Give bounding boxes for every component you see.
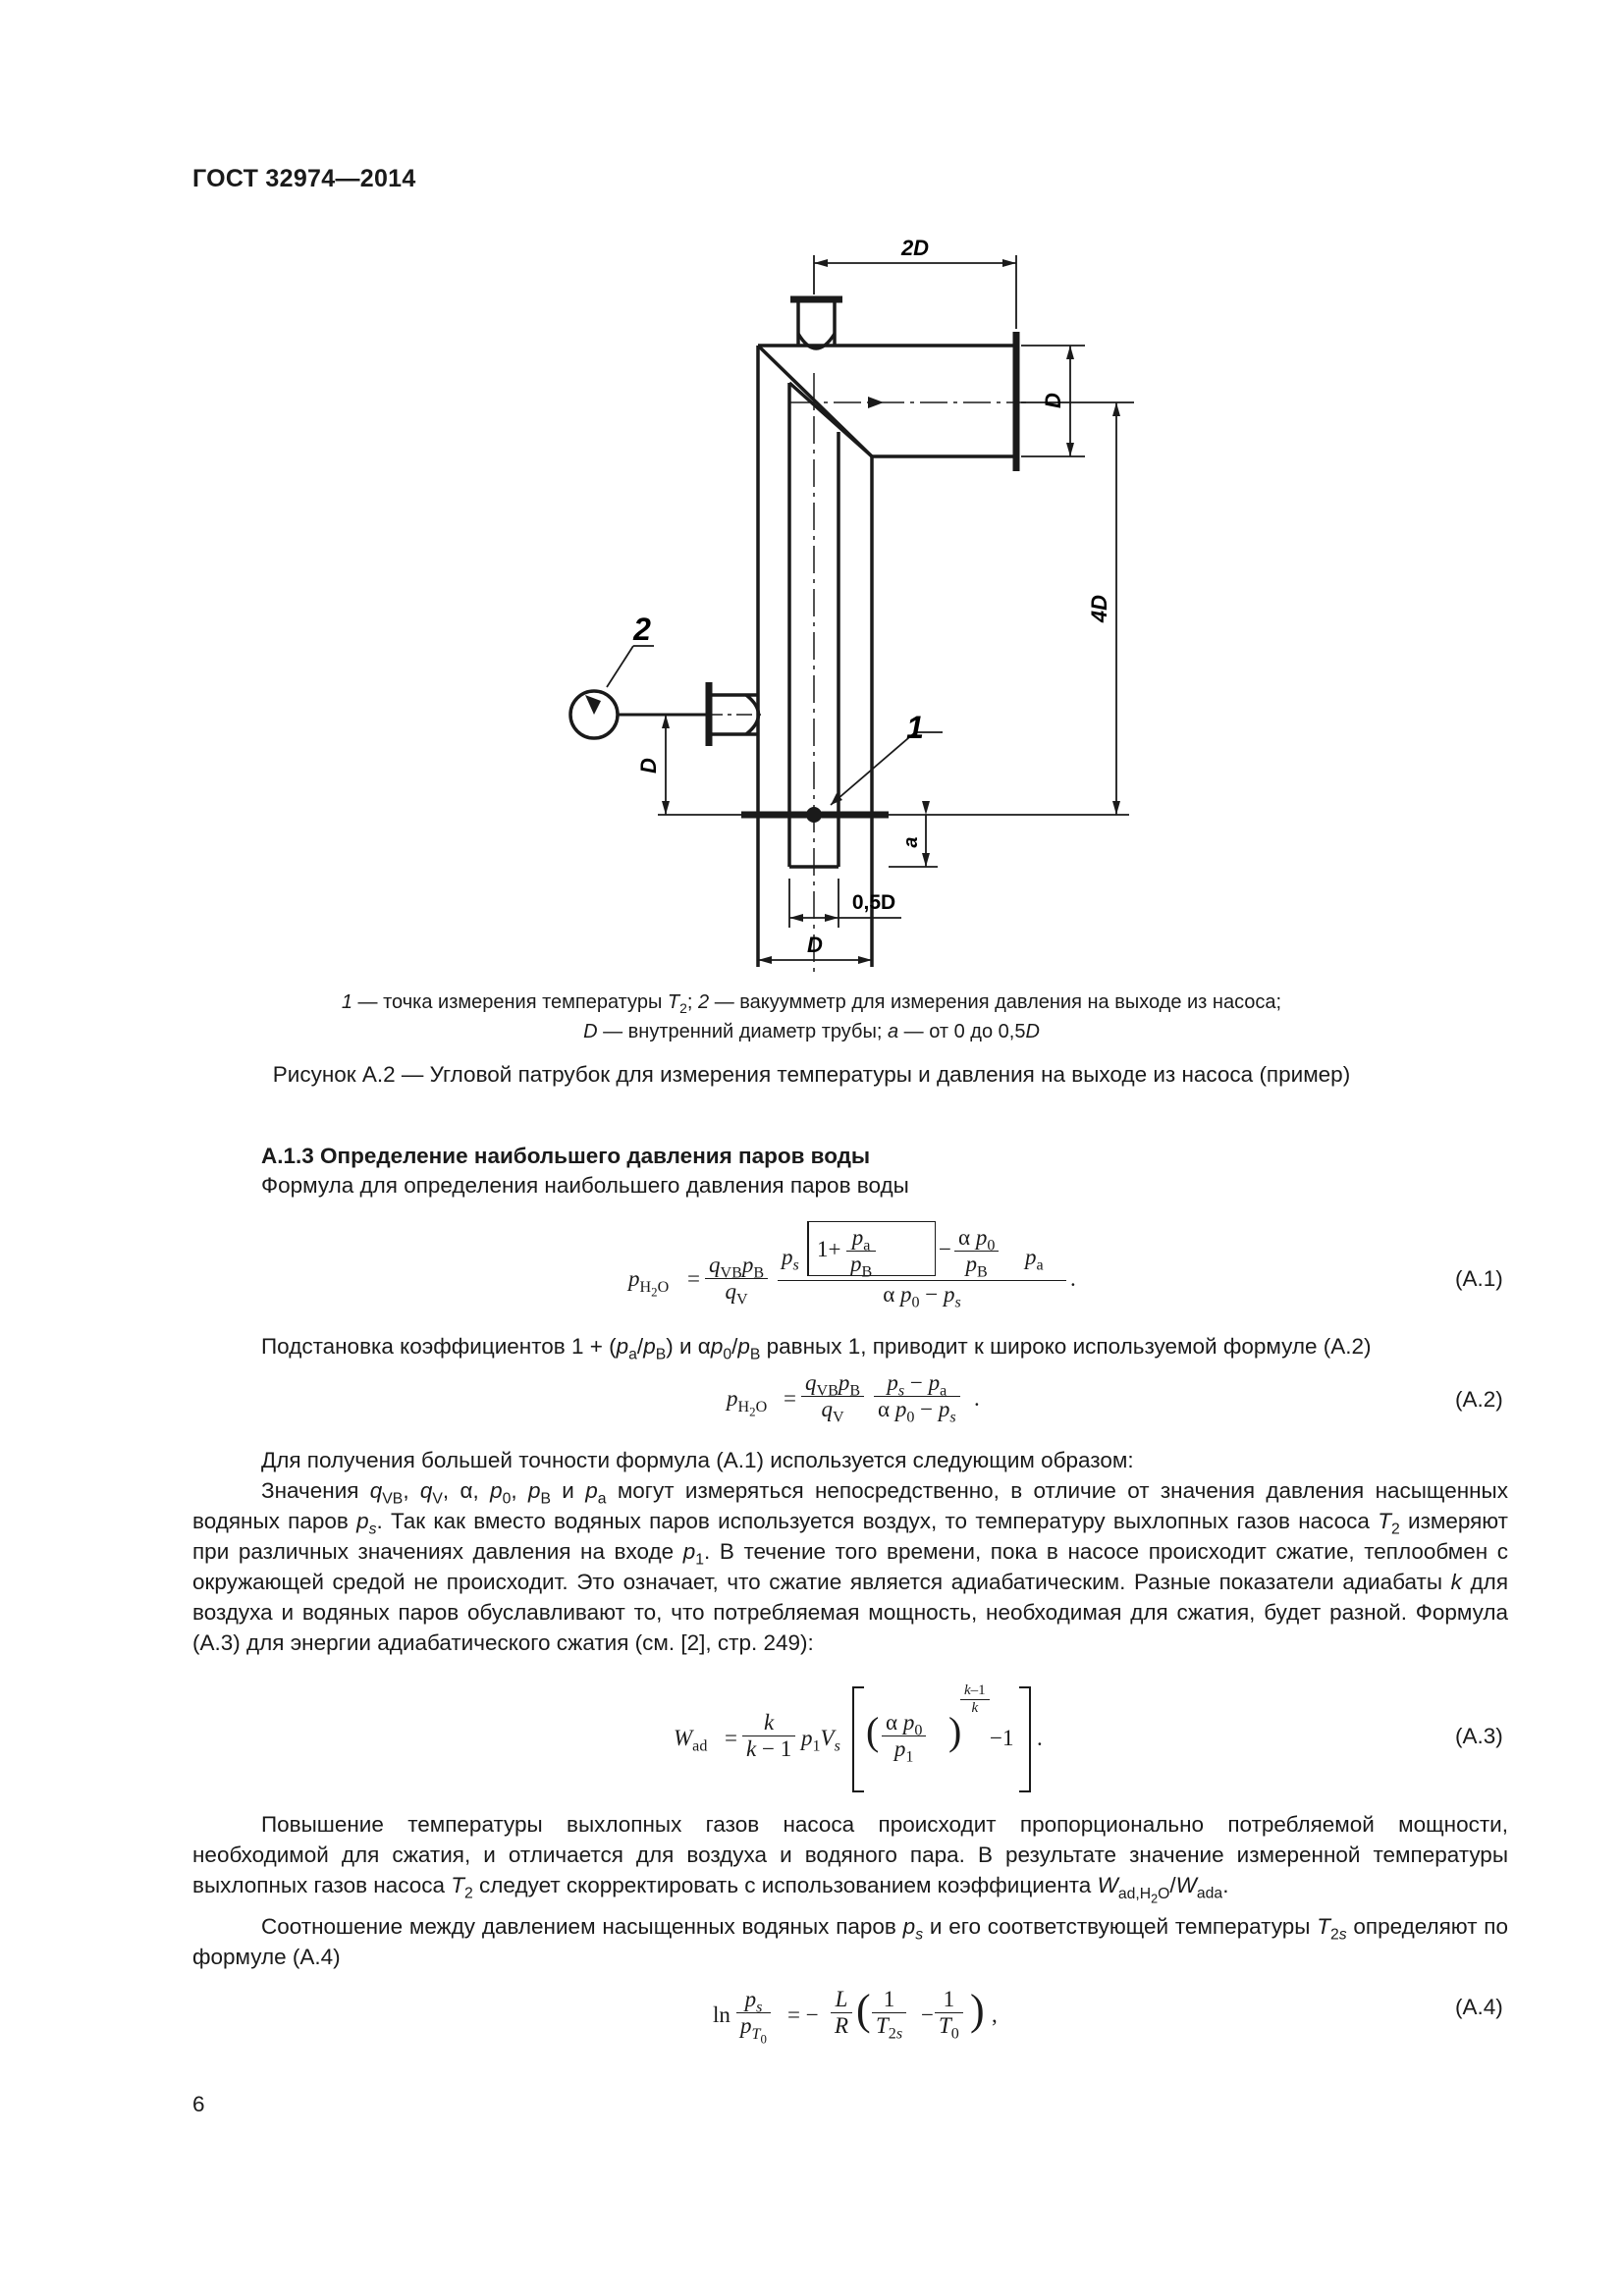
- figure-legend: [0, 988, 1623, 1046]
- paragraph-values: Значения $q_{VB}$, $q_V$, α, $p_0$, $p_B$ и $p_a$ могут измеряться непосредственно, в отличие от значения давления насыщенных водяных паров $p_s$. Так как вместо водяных паров используется воздух, то температуру выхлопных газов насоса $T_2$ измеряют при различных значениях давления на входе $p_1$. В течение того времени, пока в насосе происходит сжатие, теплообмен с окружающей средой не происходит. Это означает, что сжатие является адиабатическим. Разные показатели адиабаты k для воздуха и водяных паров обуславливают то, что потребляемая мощность, необходимая для сжатия, будет разной. Формула (А.3) для энергии адиабатического сжатия (см. [2], стр. 249):: [192, 1478, 1508, 1655]
- substitution-line: Подстановка коэффициентов $1 + (p_a/p_B)$ и $\alpha p_0/p_B$ равных 1, приводит к широко используемой формуле (А.2): [261, 1334, 1372, 1363]
- eq-number-a3: (А.3): [1455, 1724, 1503, 1748]
- section-heading: А.1.3 Определение наибольшего давления паров воды: [261, 1144, 871, 1168]
- formula-a4: ln $\frac{p_s}{p_{T_0}}$ = − $\frac{L}{R}$ ( $\frac{1}{T_{2s}}$ − $\frac{1}{T_0}$ ) ,: [713, 1986, 998, 2047]
- callout-2: 2: [633, 612, 651, 647]
- formula-a2: $p_{H_2O}$ = $q_{VB}p_B$ $q_V$ $\frac{p_s - p_a}{\alpha p_0 - p_s}$ .: [727, 1370, 980, 1426]
- section-intro: Формула для определения наибольшего давления паров воды: [261, 1173, 909, 1198]
- paragraph-ratio: Соотношение между давлением насыщенных водяных паров $p_s$ и его соответствующей температуры $T_{2s}$ определяют по формуле (А.4): [192, 1914, 1508, 1969]
- dim-a: a: [900, 836, 922, 848]
- dim-4d: 4D: [1087, 594, 1111, 623]
- eq-number-a1: (А.1): [1455, 1266, 1503, 1291]
- figure-caption: Рисунок А.2 — Угловой патрубок для измерения температуры и давления на выходе из насоса (пример): [272, 1062, 1351, 1087]
- dim-2d: 2D: [900, 236, 930, 260]
- eq-number-a4: (А.4): [1455, 1995, 1503, 2019]
- formula-a3: $W_{ad}$ = $\frac{k}{k - 1}$ $p_1V_s$ ( $\frac{\alpha p_0}{p_1}$ ) $\frac{k-1}{k}$ −1 .: [674, 1686, 1066, 1794]
- figure-a2-drawing: [530, 226, 1159, 982]
- callout-1: 1: [906, 710, 924, 745]
- dim-d-right: D: [1041, 393, 1065, 408]
- legend-line-2: D — внутренний диаметр трубы; a — от 0 до 0,5D: [583, 1021, 1040, 1042]
- paragraph-increase: Повышение температуры выхлопных газов насоса происходит пропорционально потребляемой мощности, необходимой для сжатия, и отличается для воздуха и водяного пара. В результате значение измеренной температуры выхлопных газов насоса $T_2$ следует скорректировать с использованием коэффициента $W_{ad,H_2O}/W_{ada}$.: [192, 1812, 1508, 1905]
- eq-number-a2: (А.2): [1455, 1387, 1503, 1412]
- document-header: ГОСТ 32974—2014: [192, 165, 416, 192]
- dim-d-bottom: D: [807, 933, 823, 957]
- formula-a1: $p_{H_2O}$ = $q_{VB}p_B$ $q_V$ $p_s$ 1+ $\frac{p_a}{p_B}$ − $\frac{\alpha p_0}{p_B}$ $p_a$ α $p_0 - p_s$ .: [628, 1215, 1080, 1313]
- dim-d-left: D: [636, 758, 661, 774]
- page-number: 6: [192, 2092, 205, 2116]
- legend-line-1: 1 — точка измерения температуры $T_2$; 2 — вакуумметр для измерения давления на выходе из насоса;: [341, 991, 1282, 1016]
- paragraph-accuracy: Для получения большей точности формула (А.1) используется следующим образом:: [261, 1448, 1134, 1472]
- dim-05d: 0,5D: [851, 891, 896, 914]
